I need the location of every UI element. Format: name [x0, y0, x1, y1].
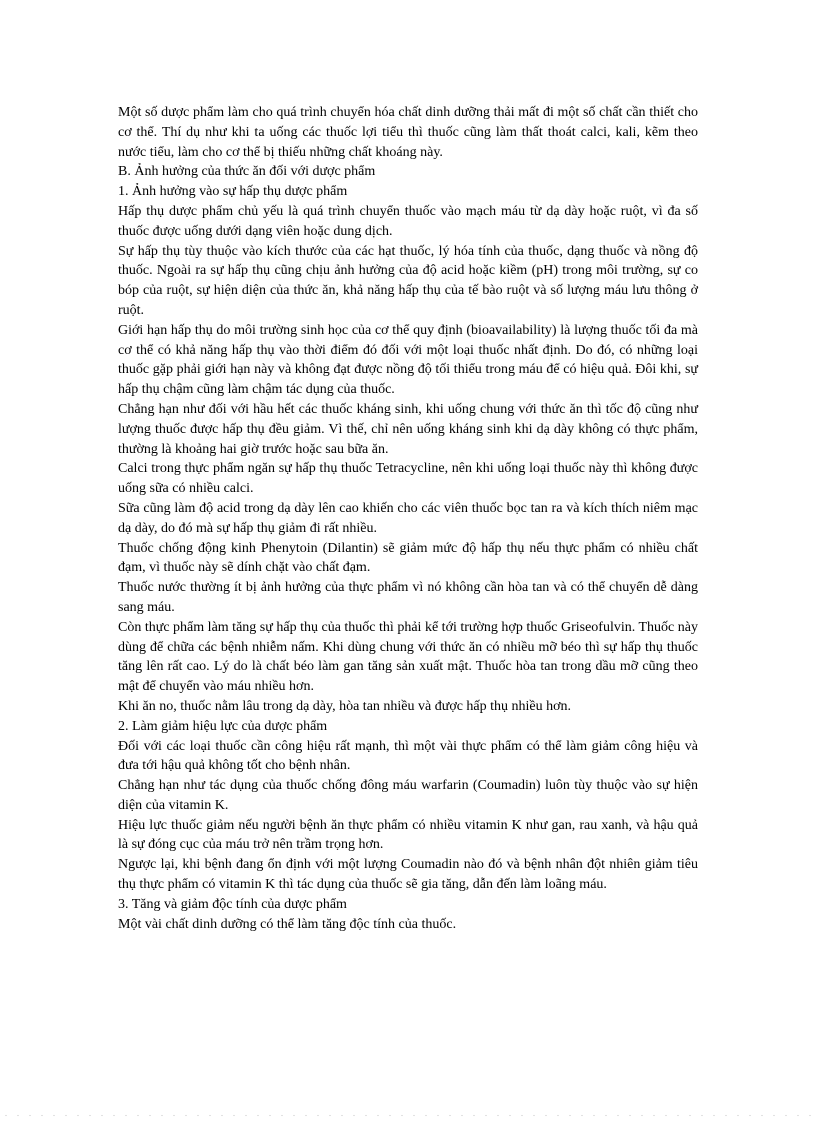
paragraph: Thuốc nước thường ít bị ảnh hưởng của thực phẩm vì nó không cần hòa tan và có thể chuyển dễ dàng sang máu. — [118, 580, 698, 615]
paragraph: Sữa cũng làm độ acid trong dạ dày lên cao khiến cho các viên thuốc bọc tan ra và kích thích niêm mạc dạ dày, do đó mà sự hấp thụ giảm đi rất nhiều. — [118, 500, 698, 536]
paragraph: Giới hạn hấp thụ do môi trường sinh học của cơ thể quy định (bioavailability) là lượng thuốc tối đa mà cơ thể có khả năng hấp thụ vào thời điểm đó đối với một loại thuốc nhất định. Do đó, có những loại thuốc gặp phải giới hạn này và không đạt được nồng độ tối thiểu trong máu để có hiệu quả. Đôi khi, sự hấp thụ chậm cũng làm chậm tác dụng của thuốc. — [118, 322, 698, 398]
paragraph: Một số dược phẩm làm cho quá trình chuyển hóa chất dinh dưỡng thải mất đi một số chất cần thiết cho cơ thể. Thí dụ như khi ta uống các thuốc lợi tiểu thì thuốc cũng làm thất thoát calci, kali, kẽm theo nước tiểu, làm cho cơ thể bị thiếu những chất khoáng này. — [118, 105, 698, 160]
paragraph: Chẳng hạn như tác dụng của thuốc chống đông máu warfarin (Coumadin) luôn tùy thuộc vào sự hiện diện của vitamin K. — [118, 778, 698, 813]
section-heading: B. Ảnh hưởng của thức ăn đối với dược phẩm — [118, 164, 376, 180]
paragraph: Calci trong thực phẩm ngăn sự hấp thụ thuốc Tetracycline, nên khi uống loại thuốc này thì không được uống sữa có nhiều calci. — [118, 461, 698, 497]
paragraph: Còn thực phẩm làm tăng sự hấp thụ của thuốc thì phải kể tới trường hợp thuốc Griseofulvin. Thuốc này dùng để chữa các bệnh nhiễm nấm. Khi dùng chung với thức ăn có nhiều mỡ béo thì sự hấp thụ thuốc tăng lên rất cao. Lý do là chất béo làm gan tăng sản xuất mật. Thuốc hòa tan trong dầu mỡ cũng theo mật để chuyển vào máu nhiều hơn. — [118, 619, 698, 695]
subsection-heading: 3. Tăng và giảm độc tính của dược phẩm — [118, 896, 347, 912]
paragraph: Ngược lại, khi bệnh đang ổn định với một lượng Coumadin nào đó và bệnh nhân đột nhiên giảm tiêu thụ thực phẩm có vitamin K thì tác dụng của thuốc sẽ gia tăng, dẫn đến làm loãng máu. — [118, 857, 698, 893]
page-bottom-border — [0, 1114, 816, 1117]
subsection-heading: 2. Làm giảm hiệu lực của dược phẩm — [118, 718, 328, 734]
paragraph: Chẳng hạn như đối với hầu hết các thuốc kháng sinh, khi uống chung với thức ăn thì tốc độ cũng như lượng thuốc được hấp thụ đều giảm. Vì thế, chỉ nên uống kháng sinh khi dạ dày không có thực phẩm, thường là khoảng hai giờ trước hoặc sau bữa ăn. — [118, 401, 698, 457]
document-body — [118, 103, 698, 934]
paragraph: Đối với các loại thuốc cần công hiệu rất mạnh, thì một vài thực phẩm có thể làm giảm công hiệu và đưa tới hậu quả không tốt cho bệnh nhân. — [118, 738, 698, 774]
paragraph: Hấp thụ dược phẩm chủ yếu là quá trình chuyển thuốc vào mạch máu từ dạ dày hoặc ruột, vì đa số thuốc được uống dưới dạng viên hoặc dung dịch. — [118, 203, 698, 239]
paragraph: Khi ăn no, thuốc nằm lâu trong dạ dày, hòa tan nhiều và được hấp thụ nhiều hơn. — [118, 698, 572, 714]
paragraph: Một vài chất dinh dưỡng có thể làm tăng độc tính của thuốc. — [118, 916, 457, 932]
paragraph: Thuốc chống động kinh Phenytoin (Dilantin) sẽ giảm mức độ hấp thụ nếu thực phẩm có nhiều chất đạm, vì thuốc này sẽ dính chặt vào chất đạm. — [118, 540, 698, 576]
subsection-heading: 1. Ảnh hưởng vào sự hấp thụ dược phẩm — [118, 184, 348, 200]
paragraph: Sự hấp thụ tùy thuộc vào kích thước của các hạt thuốc, lý hóa tính của thuốc, dạng thuốc và nồng độ thuốc. Ngoài ra sự hấp thụ cũng chịu ảnh hưởng của độ acid hoặc kiềm (pH) trong môi trường, sự co bóp của ruột, sự hiện diện của thức ăn, khả năng hấp thụ của tế bào ruột và số lượng máu lưu thông ở ruột. — [118, 243, 698, 318]
paragraph: Hiệu lực thuốc giảm nếu người bệnh ăn thực phẩm có nhiều vitamin K như gan, rau xanh, và hậu quả là sự đóng cục của máu trở nên trầm trọng hơn. — [118, 817, 698, 853]
